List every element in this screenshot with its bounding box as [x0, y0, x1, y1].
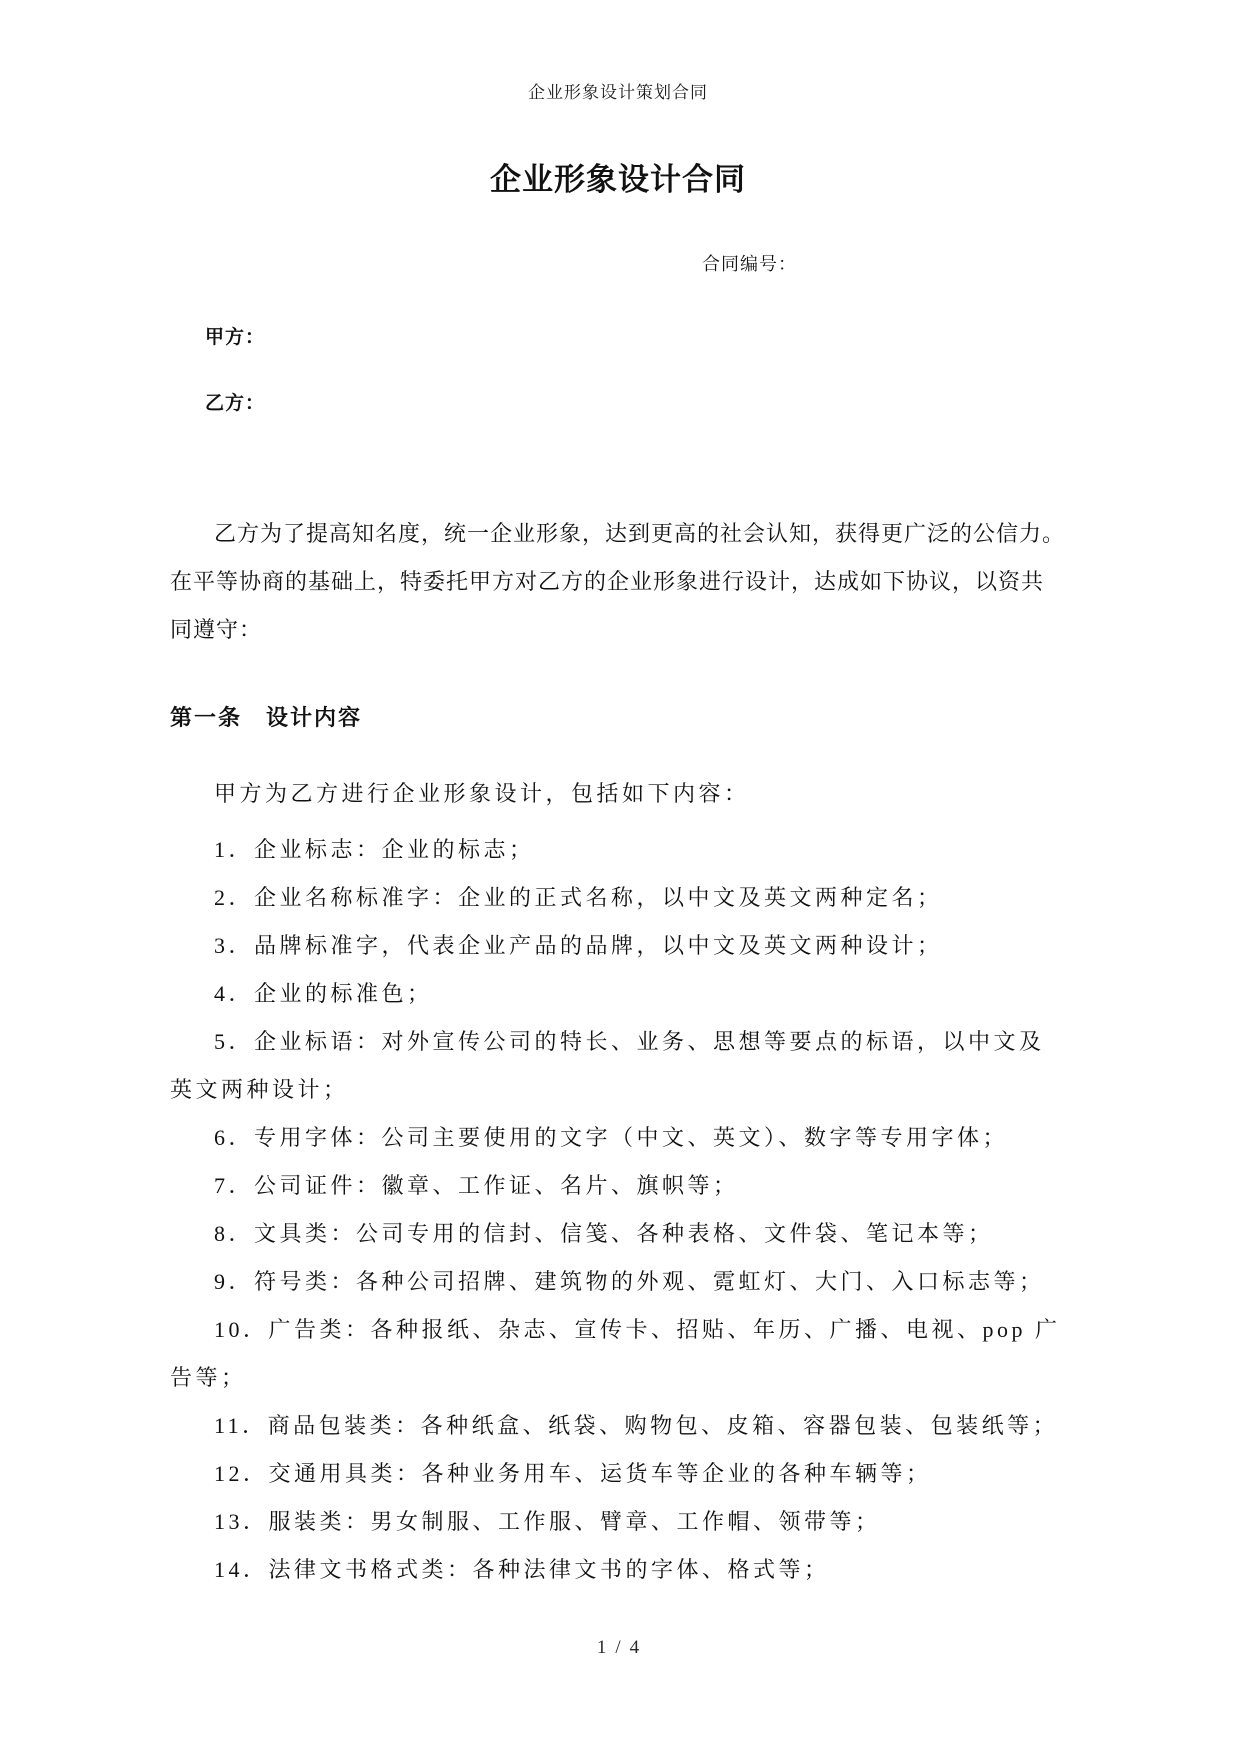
party-a-label: 甲方：: [205, 327, 266, 348]
section-1-lead-paragraph: 甲方为乙方进行企业形象设计，包括如下内容：: [214, 781, 750, 806]
section-1-heading-number: 第一条: [170, 705, 243, 730]
document-title: 企业形象设计合同: [490, 162, 746, 197]
design-item-9: 9．符号类：各种公司招牌、建筑物的外观、霓虹灯、大门、入口标志等；: [214, 1269, 1045, 1294]
intro-paragraph: 乙方为了提高知名度，统一企业形象，达到更高的社会认知，获得更广泛的公信力。在平等协商的基础上，特委托甲方对乙方的企业形象进行设计，达成如下协议，以资共同遵守：: [170, 521, 1066, 642]
design-item-14: 14．法律文书格式类：各种法律文书的字体、格式等；: [214, 1557, 830, 1582]
design-item-1: 1．企业标志：企业的标志；: [214, 837, 535, 862]
section-1-heading: [170, 694, 1066, 742]
contract-number-label: 合同编号：: [702, 254, 797, 274]
design-items-list: [170, 826, 1066, 1594]
page-footer: [170, 1638, 1066, 1658]
design-item-11: 11．商品包装类：各种纸盒、纸袋、购物包、皮箱、容器包装、包装纸等；: [214, 1413, 1059, 1438]
design-item-3: 3．品牌标准字，代表企业产品的品牌，以中文及英文两种设计；: [214, 933, 943, 958]
design-item-8: 8．文具类：公司专用的信封、信笺、各种表格、文件袋、笔记本等；: [214, 1221, 994, 1246]
design-item-2: 2．企业名称标准字：企业的正式名称，以中文及英文两种定名；: [214, 885, 943, 910]
section-1-heading-title: 设计内容: [266, 705, 363, 730]
page-number-current: 1: [596, 1637, 607, 1658]
page-number-separator: /: [615, 1637, 621, 1658]
document-header-note: 企业形象设计策划合同: [528, 83, 708, 102]
party-b-label: 乙方：: [205, 393, 266, 414]
design-item-10: 10．广告类：各种报纸、杂志、宣传卡、招贴、年历、广播、电视、pop 广告等；: [170, 1317, 1061, 1390]
design-item-5: 5．企业标语：对外宣传公司的特长、业务、思想等要点的标语，以中文及英文两种设计；: [170, 1029, 1045, 1102]
design-item-12: 12．交通用具类：各种业务用车、运货车等企业的各种车辆等；: [214, 1461, 932, 1486]
page-number-total: 4: [629, 1637, 640, 1658]
design-item-4: 4．企业的标准色；: [214, 981, 433, 1006]
design-item-13: 13．服装类：男女制服、工作服、臂章、工作帽、领带等；: [214, 1509, 881, 1534]
design-item-7: 7．公司证件：徽章、工作证、名片、旗帜等；: [214, 1173, 739, 1198]
design-item-6: 6．专用字体：公司主要使用的文字（中文、英文）、数字等专用字体；: [214, 1125, 1009, 1150]
